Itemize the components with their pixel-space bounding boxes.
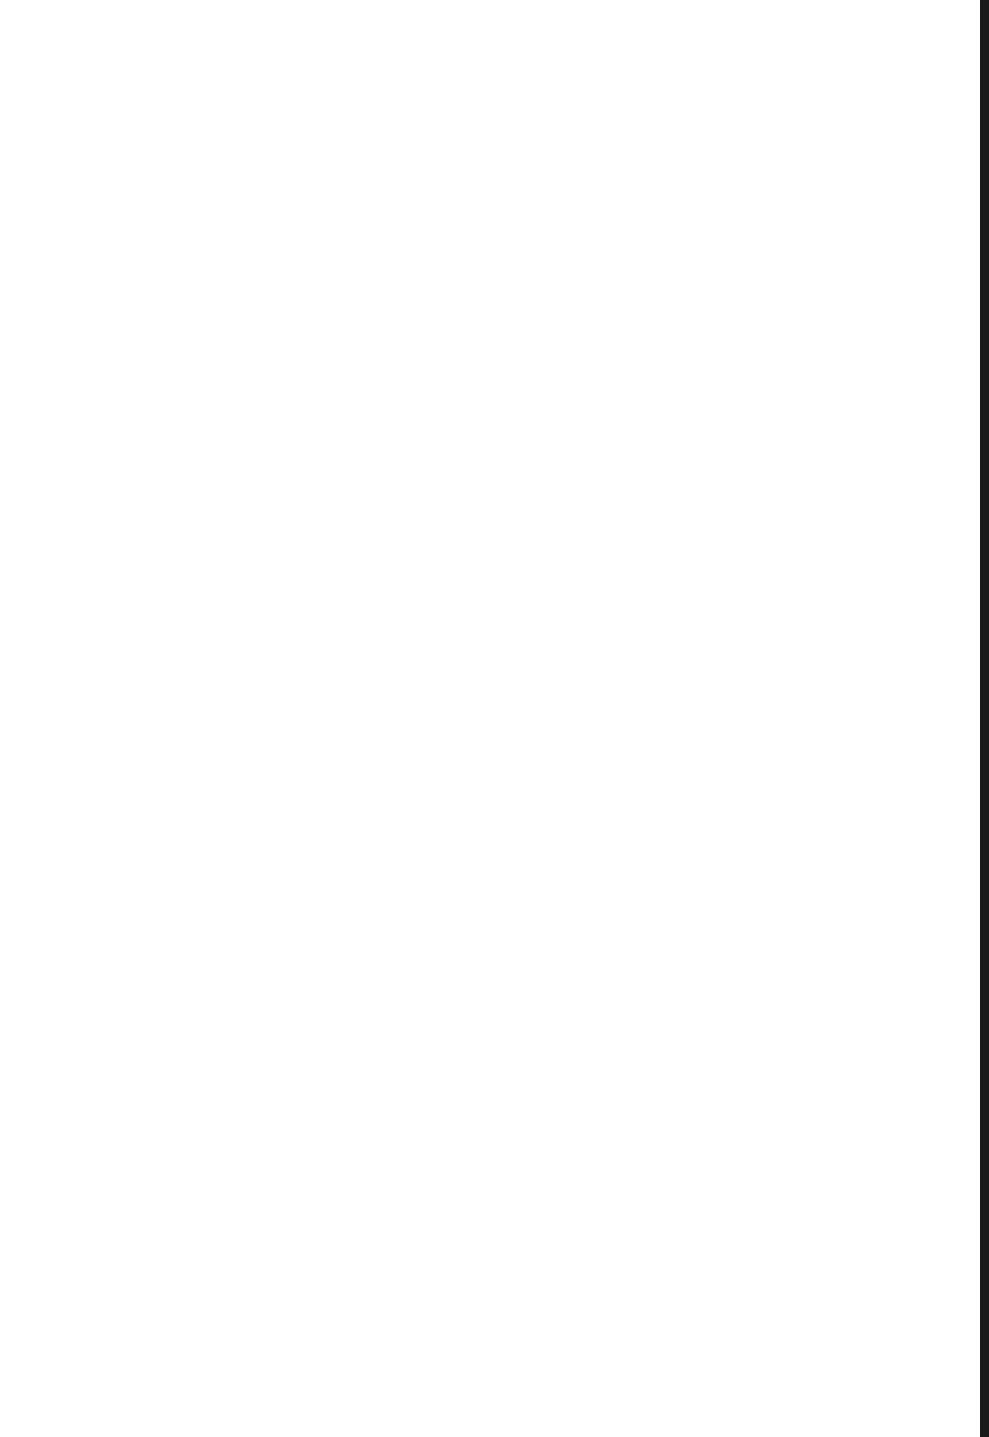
- read-line: [400, 1212, 890, 1236]
- page-edge: [980, 0, 989, 1437]
- bank-line: [400, 1089, 890, 1113]
- postcode-line: [400, 871, 890, 895]
- permit-line: [400, 1299, 890, 1323]
- fax-line: [400, 958, 890, 982]
- address-line: [400, 842, 890, 866]
- account-name-line: [400, 1060, 890, 1084]
- email-line: [400, 1241, 890, 1265]
- phone-line: [400, 900, 890, 924]
- web-line: [400, 1183, 890, 1207]
- account-no-line: [400, 1118, 890, 1142]
